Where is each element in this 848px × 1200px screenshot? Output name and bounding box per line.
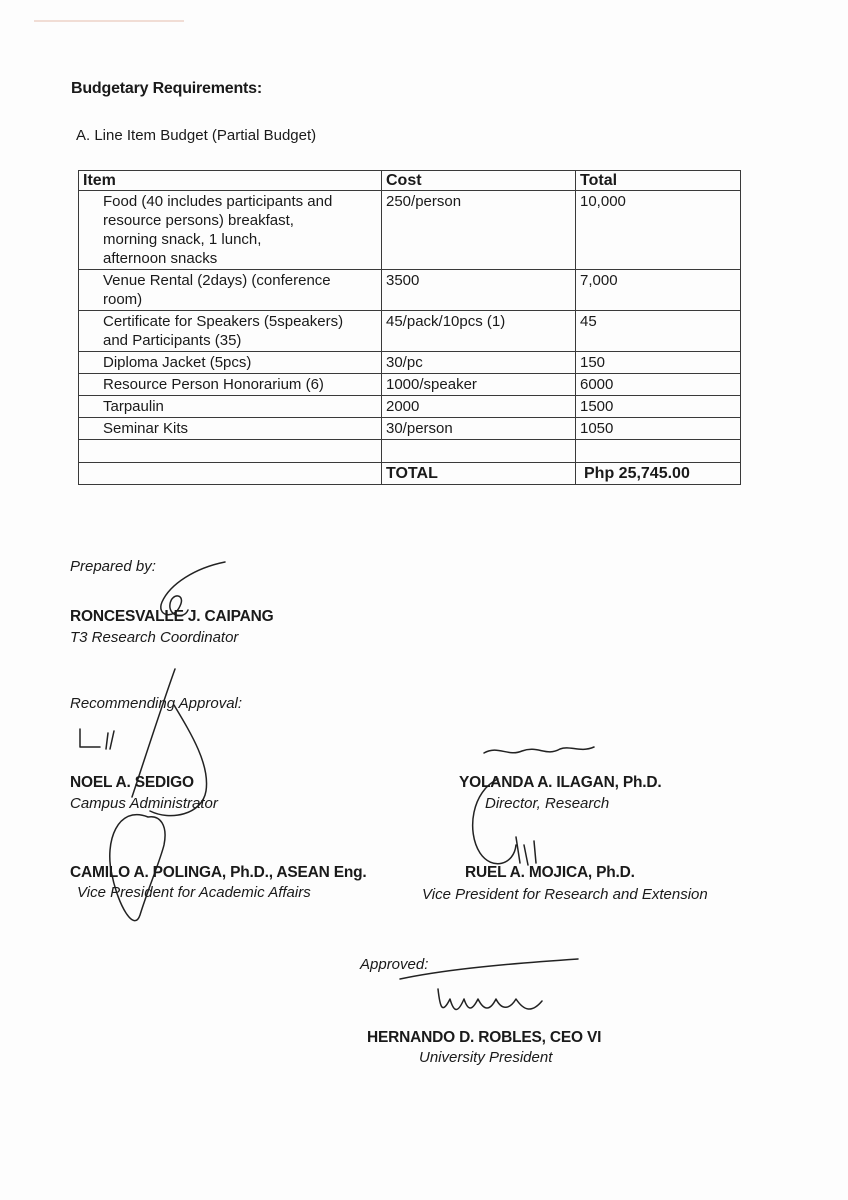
row-total: 1050: [576, 418, 741, 440]
row-item: Resource Person Honorarium (6): [103, 376, 324, 393]
row-cost: 45/pack/10pcs (1): [382, 311, 576, 352]
top-rule: [34, 20, 184, 22]
polinga-role: Vice President for Academic Affairs: [77, 884, 311, 901]
robles-name: HERNANDO D. ROBLES, CEO VI: [367, 1029, 602, 1046]
row-cost: 30/person: [382, 418, 576, 440]
total-value: Php 25,745.00: [576, 463, 741, 485]
ilagan-name: YOLANDA A. ILAGAN, Ph.D.: [459, 774, 662, 791]
row-item: Seminar Kits: [103, 420, 189, 437]
total-row: [79, 463, 741, 485]
table-header-row: [79, 171, 741, 191]
row-total: 150: [576, 352, 741, 374]
row-cost: 250/person: [382, 191, 576, 270]
robles-role: University President: [419, 1049, 553, 1066]
total-label: TOTAL: [382, 463, 576, 485]
row-item: Food (40 includes participants and resource persons) breakfast, morning snack, 1 lunch, afternoon snacks: [103, 193, 333, 267]
mojica-role: Vice President for Research and Extension: [422, 886, 708, 903]
row-cost: 2000: [382, 396, 576, 418]
table-row: [79, 418, 741, 440]
budget-table: [78, 170, 741, 485]
line-item-subheading: A. Line Item Budget (Partial Budget): [76, 127, 317, 144]
row-item: Diploma Jacket (5pcs): [103, 354, 252, 371]
prepared-by-label: Prepared by:: [70, 558, 156, 575]
prepared-role: T3 Research Coordinator: [70, 629, 239, 646]
table-row: [79, 374, 741, 396]
sedigo-role: Campus Administrator: [70, 795, 218, 812]
sedigo-name: NOEL A. SEDIGO: [70, 774, 194, 791]
table-row: [79, 270, 741, 311]
row-item: Tarpaulin: [103, 398, 164, 415]
table-row: [79, 352, 741, 374]
blank-row: [79, 440, 741, 463]
header-total: Total: [576, 171, 741, 191]
row-cost: 3500: [382, 270, 576, 311]
row-cost: 30/pc: [382, 352, 576, 374]
row-total: 45: [576, 311, 741, 352]
approved-label: Approved:: [360, 956, 429, 973]
row-item: Venue Rental (2days) (conference room): [103, 272, 331, 308]
budget-heading: Budgetary Requirements:: [71, 80, 262, 97]
table-row: [79, 311, 741, 352]
header-item: Item: [79, 171, 382, 191]
row-cost: 1000/speaker: [382, 374, 576, 396]
row-item: Certificate for Speakers (5speakers) and Participants (35): [103, 313, 344, 349]
prepared-name: RONCESVALLE J. CAIPANG: [70, 608, 274, 625]
row-total: 1500: [576, 396, 741, 418]
header-cost: Cost: [382, 171, 576, 191]
row-total: 10,000: [576, 191, 741, 270]
recommending-approval-label: Recommending Approval:: [70, 695, 243, 712]
row-total: 6000: [576, 374, 741, 396]
polinga-name: CAMILO A. POLINGA, Ph.D., ASEAN Eng.: [70, 864, 367, 881]
row-total: 7,000: [576, 270, 741, 311]
table-row: [79, 191, 741, 270]
mojica-name: RUEL A. MOJICA, Ph.D.: [465, 864, 635, 881]
table-row: [79, 396, 741, 418]
robles-signature: [398, 955, 588, 1025]
ilagan-role: Director, Research: [485, 795, 610, 812]
